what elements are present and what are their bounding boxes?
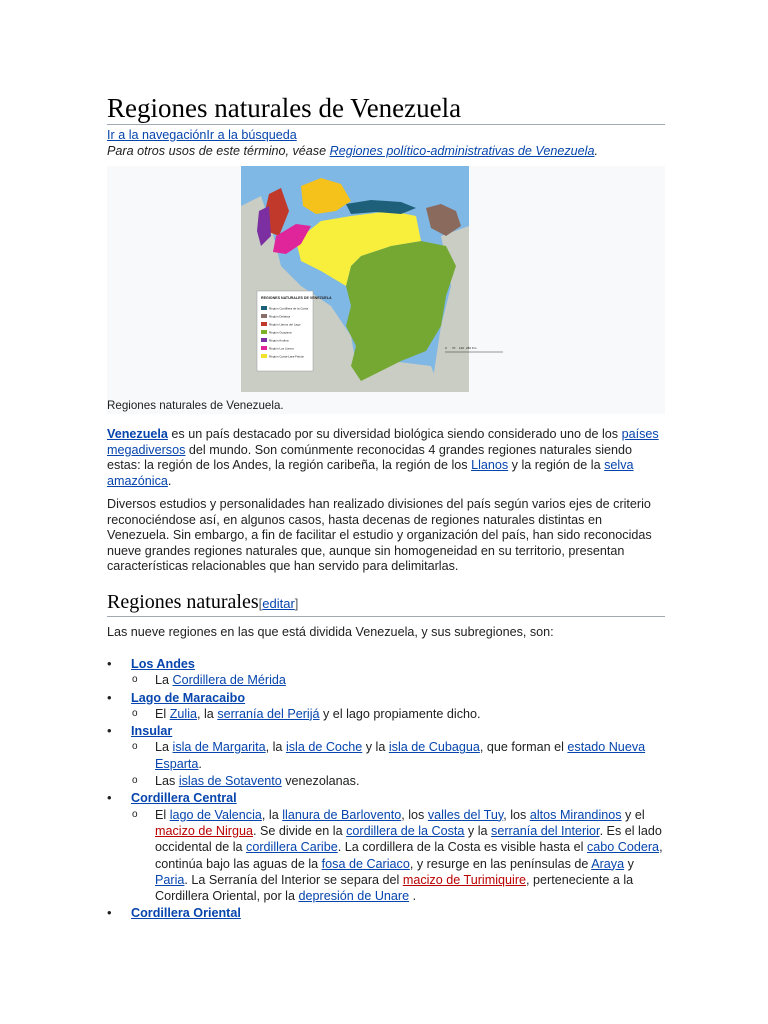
bullet-icon: • (107, 656, 112, 671)
link-altos-mirandinos[interactable]: altos Mirandinos (529, 807, 622, 822)
hatnote (107, 143, 598, 159)
link-zulia[interactable]: Zulia (169, 706, 197, 721)
p1-text-1: es un país destacado por su diversidad biológica siendo considerado uno de los (167, 427, 622, 441)
sublist-item (131, 672, 665, 688)
text: , los (401, 807, 428, 822)
link-paria[interactable]: Paria (155, 872, 185, 887)
text: y la (362, 740, 389, 755)
edit-section (259, 596, 299, 611)
text: venezolanas. (281, 774, 360, 789)
text: . La Serranía del Interior se separa del (184, 872, 403, 887)
text: y la (464, 823, 492, 838)
sublist-item (131, 807, 665, 905)
link-fosa-de-cariaco[interactable]: fosa de Cariaco (321, 856, 410, 871)
p1-text-2: del mundo. Son comúnmente reconocidas 4 grandes regiones naturales siendo estas: la región de los Andes, la región caribeña, la región de los (107, 442, 633, 473)
link-llanos[interactable]: Llanos (471, 458, 509, 473)
text: , la (261, 807, 283, 822)
link-los-andes[interactable]: Los Andes (131, 657, 195, 671)
link-paises-megadiversos[interactable]: países megadiversos (107, 427, 659, 457)
link-macizo-de-turimiquire[interactable]: macizo de Turimiquire (402, 872, 527, 887)
text: . Es el lado occidental de la (155, 823, 662, 855)
list-item-cordillera-oriental (107, 905, 665, 921)
legend-label: Región Guayana (269, 330, 292, 335)
paragraph-1 (107, 427, 663, 489)
legend-label: Región Llanos del Lago (269, 322, 301, 327)
edit-bracket-open: [ (258, 596, 263, 611)
link-lago-de-valencia[interactable]: lago de Valencia (169, 807, 262, 822)
legend-swatch (261, 322, 267, 326)
text: . (198, 756, 202, 771)
text: , continúa bajo las aguas de la (155, 840, 663, 871)
link-cordillera-caribe[interactable]: cordillera Caribe (246, 840, 338, 855)
regions-list (107, 656, 665, 922)
text: y el lago propiamente dicho. (319, 706, 481, 721)
list-item-cordillera-central (107, 790, 665, 904)
section-title: Regiones naturales (107, 591, 259, 613)
regions-intro: Las nueve regiones en las que está dividida Venezuela, y sus subregiones, son: (107, 625, 554, 639)
circle-bullet-icon: o (132, 741, 138, 753)
link-cordillera-central[interactable]: Cordillera Central (131, 791, 237, 806)
text: , y resurge en las penínsulas de (409, 856, 592, 871)
legend-label: Región Los Llanos (269, 346, 294, 351)
p1-text-4: . (167, 473, 172, 488)
text: Las (155, 774, 179, 789)
legend-title: REGIONES NATURALES DE VENEZUELA (261, 296, 332, 300)
link-lago-de-maracaibo[interactable]: Lago de Maracaibo (131, 690, 246, 705)
scale-label: 70 (452, 346, 456, 350)
legend-label: Región Deltaica (269, 314, 291, 319)
text: . (409, 889, 417, 904)
circle-bullet-icon: o (132, 808, 138, 820)
paragraph-2: Diversos estudios y personalidades han realizado divisiones del país según varios ejes de criterio reconociéndose así, en algunos casos, hasta decenas de regiones naturales distintas en Venezuela. Sin embargo, a fin de facilitar el estudio y organización del país, han sido reconocidas nueve grandes regiones naturales que, aunque sin homogeneidad en su territorio, presentan características relacionables que han servido para delimitarlas. (107, 497, 652, 574)
text: , la (265, 740, 286, 755)
text: , la (197, 706, 218, 721)
link-cordillera-de-merida[interactable]: Cordillera de Mérida (172, 673, 286, 688)
list-item-lago-de-maracaibo (107, 690, 665, 723)
legend-swatch (261, 338, 267, 342)
text: El (155, 807, 170, 822)
bullet-icon: • (107, 790, 112, 806)
bullet-icon: • (107, 905, 112, 921)
link-venezuela[interactable]: Venezuela (107, 427, 168, 441)
list-item-los-andes (107, 656, 665, 689)
legend-swatch (261, 346, 267, 350)
link-depresion-de-unare[interactable]: depresión de Unare (298, 889, 410, 904)
text: , que forman el (479, 740, 568, 755)
sublist-item (131, 739, 665, 772)
link-macizo-de-nirgua[interactable]: macizo de Nirgua (155, 823, 253, 838)
legend-label: Región Costa-Lara-Falcón (269, 354, 305, 359)
goto-search-link[interactable]: Ir a la búsqueda (206, 128, 297, 142)
text: , los (503, 807, 530, 822)
skip-links (107, 127, 297, 143)
bullet-icon: • (107, 723, 112, 739)
circle-bullet-icon: o (132, 674, 138, 686)
text: La (155, 740, 173, 755)
venezuela-regions-map[interactable] (241, 166, 477, 392)
figure-caption: Regiones naturales de Venezuela. (107, 399, 284, 412)
sublist-item (131, 773, 665, 789)
p1-text-3: y la región de la (508, 458, 605, 473)
bullet-icon: • (107, 689, 112, 705)
link-llanura-de-barlovento[interactable]: llanura de Barlovento (282, 807, 402, 822)
link-cabo-codera[interactable]: cabo Codera (586, 840, 660, 855)
edit-bracket-close: ] (294, 596, 299, 611)
text: y el (621, 807, 645, 822)
goto-navigation-link[interactable]: Ir a la navegación (107, 128, 207, 142)
legend-swatch (261, 306, 267, 310)
section-heading (107, 590, 665, 617)
hatnote-suffix: . (594, 144, 598, 158)
text: y (624, 856, 634, 871)
legend-swatch (261, 354, 267, 358)
link-isla-de-margarita[interactable]: isla de Margarita (172, 740, 266, 755)
hatnote-link[interactable]: Regiones político-administrativas de Venezuela (329, 144, 595, 158)
sublist-item (131, 706, 665, 722)
text: La (155, 673, 173, 688)
scale-label: 0 (445, 346, 447, 350)
link-cordillera-oriental[interactable]: Cordillera Oriental (131, 906, 241, 921)
link-araya[interactable]: Araya (591, 856, 625, 871)
link-isla-de-coche[interactable]: isla de Coche (285, 740, 363, 755)
sublist-maracaibo (131, 706, 665, 722)
link-serrania-del-perija[interactable]: serranía del Perijá (217, 706, 320, 721)
link-selva-amazonica[interactable]: selva amazónica (107, 458, 634, 488)
sublist-los-andes (131, 672, 665, 688)
sublist-insular (131, 739, 665, 789)
text: , perteneciente a la Cordillera Oriental, por la (155, 872, 634, 904)
scale-label: 280 Km (466, 346, 477, 350)
link-isla-de-cubagua[interactable]: isla de Cubagua (388, 740, 480, 755)
scale-label: 140 (459, 346, 465, 350)
sublist-central (131, 807, 665, 905)
link-islas-de-sotavento[interactable]: islas de Sotavento (178, 774, 282, 789)
legend-swatch (261, 330, 267, 334)
circle-bullet-icon: o (132, 775, 138, 787)
legend-label: Región Andina (269, 338, 289, 343)
text: . La cordillera de la Costa es visible hasta el (337, 840, 587, 855)
link-serrania-del-interior[interactable]: serranía del Interior (491, 823, 600, 838)
circle-bullet-icon: o (132, 707, 138, 719)
text: . Se divide en la (253, 823, 347, 838)
legend-label: Región Cordillera de la Costa (269, 306, 309, 311)
link-estado-nueva-esparta[interactable]: estado Nueva Esparta (155, 740, 646, 771)
link-cordillera-de-la-costa[interactable]: cordillera de la Costa (346, 823, 465, 838)
page-title: Regiones naturales de Venezuela (107, 93, 665, 125)
legend-swatch (261, 314, 267, 318)
text: El (155, 706, 170, 721)
map-figure (107, 166, 665, 414)
hatnote-prefix: Para otros usos de este término, véase (107, 144, 330, 158)
link-insular[interactable]: Insular (131, 724, 173, 739)
link-valles-del-tuy[interactable]: valles del Tuy (427, 807, 504, 822)
list-item-insular (107, 723, 665, 789)
edit-link[interactable]: editar (262, 596, 295, 611)
